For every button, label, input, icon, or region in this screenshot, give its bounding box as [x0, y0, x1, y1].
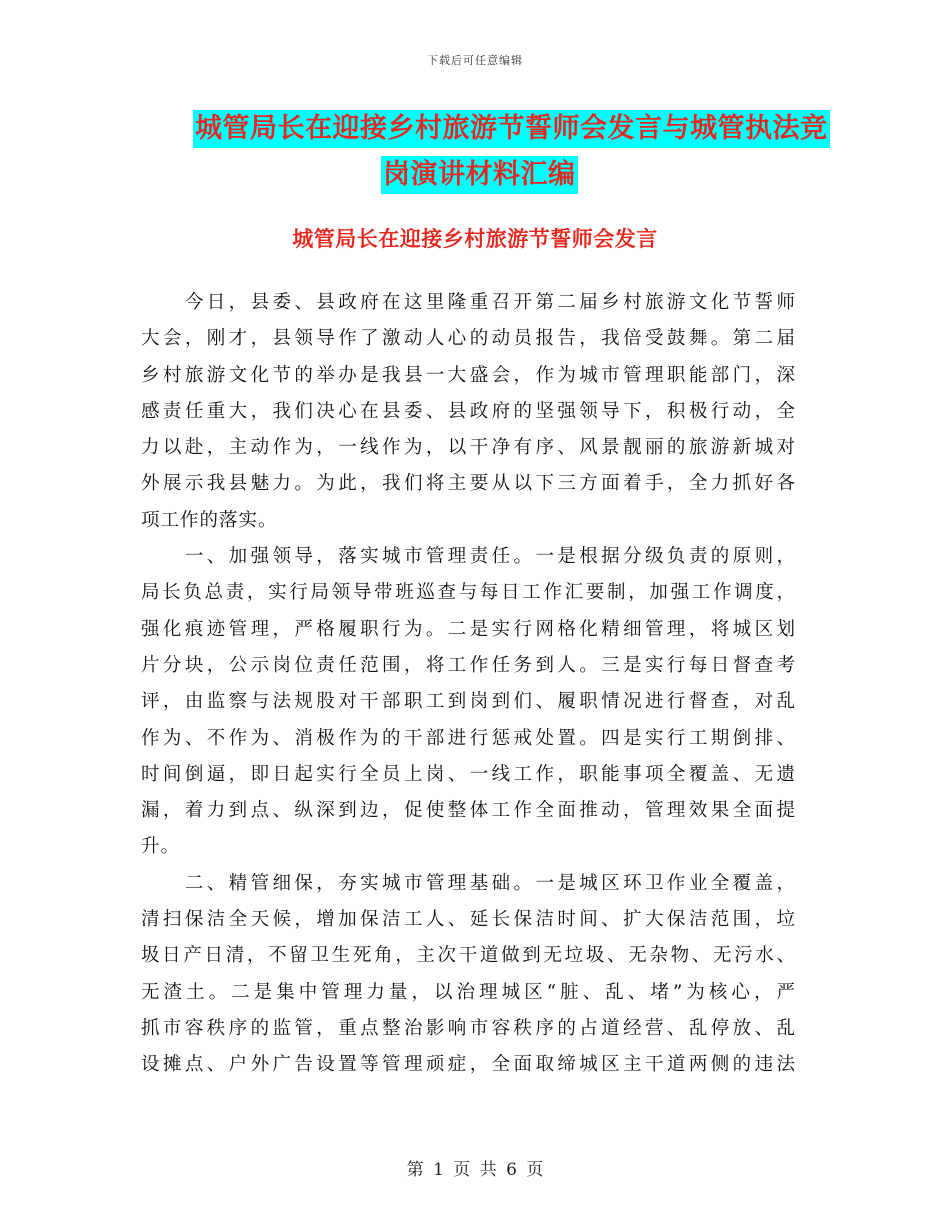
text-line: 项工作的落实。 [141, 509, 278, 531]
text-line: 二、精管细保，夯实城市管理基础。一是城区环卫作业全覆盖， [141, 872, 796, 894]
text-line: 清扫保洁全天候，增加保洁工人、延长保洁时间、扩大保洁范围，垃 [141, 909, 796, 931]
title-line-1: 城管局长在迎接乡村旅游节誓师会发言与城管执法竞 [193, 110, 830, 148]
text-line: 强化痕迹管理，严格履职行为。二是实行网格化精细管理，将城区划 [141, 618, 796, 640]
text-line: 外展示我县魅力。为此，我们将主要从以下三方面着手，全力抓好各 [141, 473, 796, 495]
text-line: 片分块，公示岗位责任范围，将工作任务到人。三是实行每日督查考 [141, 654, 796, 676]
text-line: 时间倒逼，即日起实行全员上岗、一线工作，职能事项全覆盖、无遗 [141, 763, 796, 785]
text-line: 感责任重大，我们决心在县委、县政府的坚强领导下，积极行动，全 [141, 400, 796, 422]
text-line: 升。 [141, 836, 181, 858]
text-line: 大会，刚才，县领导作了激动人心的动员报告，我倍受鼓舞。第二届 [141, 328, 796, 350]
text-line: 乡村旅游文化节的举办是我县一大盛会，作为城市管理职能部门，深 [141, 364, 796, 386]
text-line: 抓市容秩序的监管，重点整治影响市容秩序的占道经营、乱停放、乱 [141, 1017, 796, 1039]
section-title: 城管局长在迎接乡村旅游节誓师会发言 [292, 226, 658, 251]
header-note: 下载后可任意编辑 [427, 54, 523, 67]
text-line: 圾日产日清，不留卫生死角，主次干道做到无垃圾、无杂物、无污水、 [141, 945, 796, 967]
body-text [141, 285, 796, 1084]
text-line: 设摊点、户外广告设置等管理顽症，全面取缔城区主干道两侧的违法 [141, 1054, 796, 1076]
text-line: 评，由监察与法规股对干部职工到岗到们、履职情况进行督查，对乱 [141, 691, 796, 713]
text-line: 作为、不作为、消极作为的干部进行惩戒处置。四是实行工期倒排、 [141, 727, 796, 749]
text-line: 力以赴，主动作为，一线作为，以干净有序、风景靓丽的旅游新城对 [141, 437, 796, 459]
text-line: 今日，县委、县政府在这里隆重召开第二届乡村旅游文化节誓师 [141, 292, 796, 313]
text-line: 局长负总责，实行局领导带班巡查与每日工作汇要制，加强工作调度， [141, 582, 796, 604]
text-line: 一、加强领导，落实城市管理责任。一是根据分级负责的原则， [141, 546, 796, 568]
page-footer: 第 1 页 共 6 页 [406, 1160, 544, 1180]
text-line: 无渣土。二是集中管理力量，以治理城区“脏、乱、堵”为核心，严 [141, 981, 796, 1003]
title-line-2: 岗演讲材料汇编 [381, 156, 578, 194]
text-line: 漏，着力到点、纵深到边，促使整体工作全面推动，管理效果全面提 [141, 800, 796, 822]
